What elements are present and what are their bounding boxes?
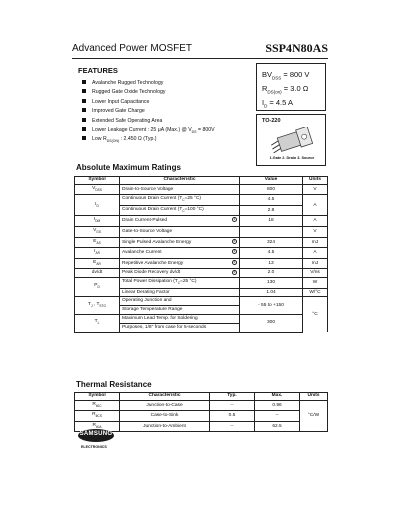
package-box [256, 114, 326, 166]
features-title: FEATURES [78, 66, 118, 75]
table-row: $V_{DSS}$ Drain-to-Source Voltage 800 V [75, 184, 328, 195]
features-list [82, 79, 215, 145]
logo-subtitle: ELECTRONICS [81, 445, 107, 449]
table-header-row: Symbol Characteristic Typ. Max. Units [75, 393, 328, 401]
feature-item: Rugged Gate Oxide Technology [82, 88, 215, 97]
bullet-icon [82, 99, 86, 103]
logo-wordmark: SAMSUNG [79, 431, 113, 437]
bullet-icon [82, 127, 86, 131]
to220-package-icon [269, 127, 319, 155]
table-row: $T_J$ , $T_{STG}$ Operating Junction and - 55 to +150 °C [75, 297, 328, 306]
table-header-row: Symbol Characteristic Value Units [75, 177, 328, 185]
note-marker-icon: 2 [233, 238, 236, 243]
table-row: Linear Derating Factor 1.04 W/°C [75, 288, 328, 297]
header-rule [72, 58, 328, 59]
bullet-icon [82, 80, 86, 84]
table-row: $R_{\theta CS}$ Case-to-Sink 0.5 -- [75, 411, 328, 422]
note-marker-icon: 1 [233, 217, 236, 222]
table-row: Purposes, 1/8" from case for 5-seconds [75, 323, 328, 332]
table-row: $E_{AS}$ Single Pulsed Avalanche Energy 2 324 mJ [75, 237, 328, 248]
spec-bvdss: $BV_{DSS} = 800$ V [262, 70, 310, 81]
table-row: $T_L$ Maximum Lead Temp. for Soldering 300 [75, 314, 328, 323]
note-marker-icon: 1 [233, 249, 236, 254]
table-row: $R_{\theta JC}$ Junction-to-Case -- 0.96 °C/W [75, 400, 328, 411]
note-marker-icon: 1 [233, 259, 236, 264]
samsung-logo [78, 429, 114, 453]
key-specs-box [256, 63, 326, 111]
feature-item: Low $R_{DS(ON)}$ : 2.450 Ω (Typ.) [82, 135, 215, 144]
note-marker-icon: 3 [233, 270, 236, 275]
table-row: dv/dt Peak Diode Recovery dv/dt 3 2.0 V/ns [75, 269, 328, 278]
table-row: $E_{AR}$ Repetitive Avalanche Energy 1 13 mJ [75, 258, 328, 269]
feature-item: Lower Input Capacitance [82, 98, 215, 107]
table-row: $P_D$ Total Power Dissipation ($T_C=25$ °C) 130 W [75, 277, 328, 288]
table-row: Continuous Drain Current ($T_C=100$ °C) 2.8 [75, 205, 328, 216]
document-title: Advanced Power MOSFET [72, 43, 193, 54]
absolute-max-title: Absolute Maximum Ratings [76, 163, 181, 172]
part-number: SSP4N80AS [265, 41, 328, 55]
feature-item: Extended Safe Operating Area [82, 117, 215, 126]
spec-rdson: $R_{DS(on)} = 3.0$ Ω [262, 84, 309, 95]
feature-item: Lower Leakage Current : 25 μA (Max.) @ $V_{DS} = 800V$ [82, 126, 215, 135]
absolute-max-table [74, 176, 328, 333]
package-name: TO-220 [262, 118, 281, 124]
bullet-icon [82, 108, 86, 112]
table-row: $R_{\theta JA}$ Junction-to-Ambient -- 62.5 [75, 421, 328, 432]
bullet-icon [82, 136, 86, 140]
table-row: $V_{GS}$ Gate-to-Source Voltage V [75, 226, 328, 237]
table-row: $I_{DM}$ Drain Current-Pulsed 1 18 A [75, 216, 328, 227]
feature-item: Avalanche Rugged Technology [82, 79, 215, 88]
bullet-icon [82, 89, 86, 93]
spec-id: $I_D = 4.5$ A [262, 98, 293, 109]
table-row: Storage Temperature Range [75, 306, 328, 315]
bullet-icon [82, 118, 86, 122]
table-row: $I_{AR}$ Avalanche Current 1 4.5 A [75, 248, 328, 259]
table-row: $I_D$ Continuous Drain Current ($T_C=25$ °C) 4.5 A [75, 195, 328, 206]
pin-legend: 1.Gate 2. Drain 3. Source [269, 156, 315, 160]
thermal-table [74, 392, 328, 432]
thermal-title: Thermal Resistance [76, 380, 152, 389]
feature-item: Improved Gate Charge [82, 107, 215, 116]
header [72, 43, 328, 57]
